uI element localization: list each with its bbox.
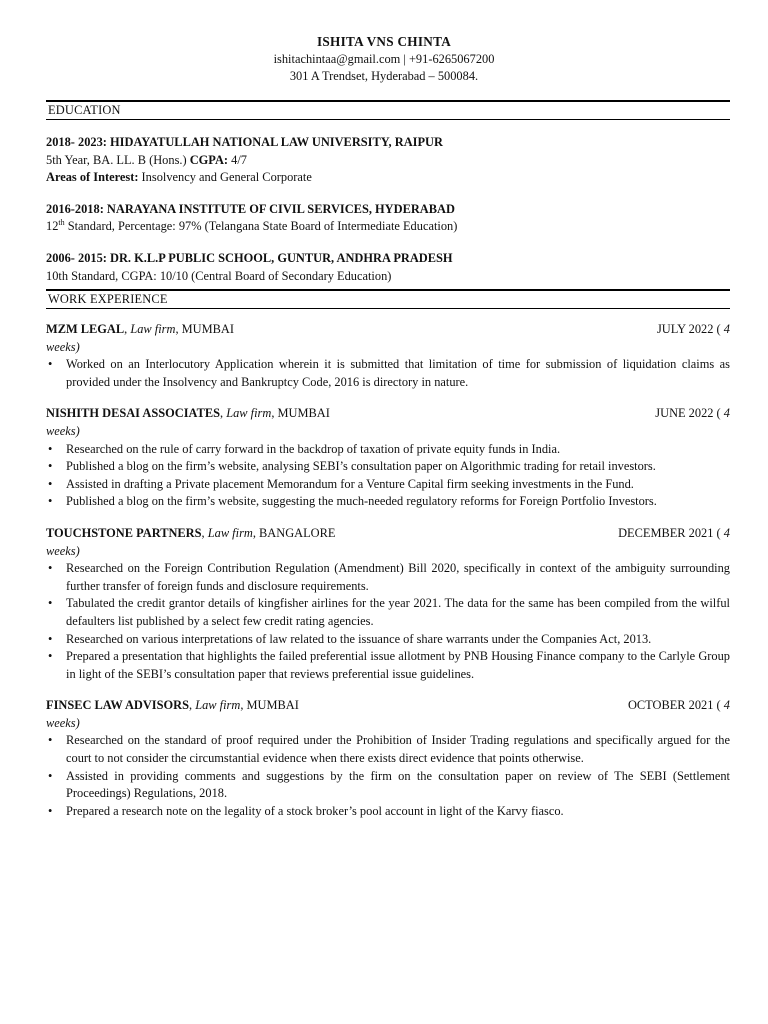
standard-number: 12 [46, 219, 59, 234]
job-entry [46, 405, 730, 511]
duration-unit-text: weeks [46, 423, 76, 438]
job-date-text: JULY 2022 ( [656, 322, 721, 336]
job-header [46, 405, 730, 423]
interests-value: Insolvency and General Corporate [138, 170, 312, 185]
job-duration-number: 4 [723, 525, 730, 540]
education-title [46, 250, 730, 268]
job-header [46, 697, 730, 715]
duration-unit-text: weeks [46, 715, 76, 730]
address-line: 301 A Trendset, Hyderabad – 500084. [289, 69, 479, 83]
job-date [618, 525, 730, 543]
firm-name: FINSEC LAW ADVISORS [46, 698, 189, 713]
education-detail [46, 152, 730, 170]
firm-type: Law firm [195, 698, 241, 713]
job-entry [46, 697, 730, 820]
firm-name: TOUCHSTONE PARTNERS [46, 525, 202, 540]
job-bullet: • Researched on the Foreign Contribution Regulation (Amendment) Bill 2020, specifically in context of the ambiguity surrounding further transfer of foreign funds and disclosure requirements. [46, 560, 730, 595]
cgpa-value: 4/7 [228, 152, 247, 167]
job-date [655, 405, 730, 423]
education-institution: : NARAYANA INSTITUTE OF CIVIL SERVICES, HYDERABAD [99, 201, 455, 216]
job-entry [46, 525, 730, 683]
job-bullet: • Worked on an Interlocutory Application wherein it is submitted that limitation of time for submission of liquidation claims as provided under the Insolvency and Bankruptcy Code, 2016 is directory in nature. [46, 356, 730, 391]
job-duration-unit: weeks) [46, 715, 80, 730]
firm-city: MUMBAI [181, 322, 234, 336]
job-bullet: • Assisted in drafting a Private placement Memorandum for a Venture Capital firm seeking investments in the Fund. [46, 476, 730, 494]
education-years: 2006- 2015: [46, 250, 107, 265]
job-bullet: • Researched on various interpretations of law related to the issuance of share warrants under the Companies Act, 2013. [46, 631, 730, 649]
job-title-line: TOUCHSTONE PARTNERS, Law firm, BANGALORE [46, 525, 336, 540]
job-header [46, 321, 730, 339]
firm-type: Law firm [226, 406, 272, 421]
education-entry [46, 250, 730, 285]
education-entry [46, 134, 730, 187]
job-bullets [46, 732, 730, 820]
firm-city: MUMBAI [246, 698, 299, 713]
job-bullet: • Researched on the rule of carry forward in the backdrop of taxation of private equity funds in India. [46, 441, 730, 459]
job-bullets [46, 356, 730, 391]
education-title [46, 134, 730, 152]
job-bullets [46, 560, 730, 683]
job-bullet: • Assisted in providing comments and suggestions by the firm on the consultation paper on review of The SEBI (Settlement Proceedings) Regulations, 2018. [46, 768, 730, 803]
education-title [46, 201, 730, 219]
job-duration-number: 4 [723, 322, 730, 336]
job-title-line: MZM LEGAL, Law firm, MUMBAI [46, 322, 234, 336]
education-institution: HIDAYATULLAH NATIONAL LAW UNIVERSITY, RAIPUR [110, 135, 443, 149]
education-years: 2018- 2023: [46, 135, 107, 149]
firm-name: NISHITH DESAI ASSOCIATES [46, 406, 220, 421]
duration-unit-text: weeks [46, 339, 76, 354]
firm-name: MZM LEGAL [46, 322, 125, 336]
job-bullets [46, 441, 730, 511]
resume-header [0, 33, 768, 85]
job-list [46, 321, 730, 820]
job-date-text: DECEMBER 2021 ( [618, 525, 721, 540]
work-heading: WORK EXPERIENCE [46, 289, 730, 309]
education-detail: 10th Standard, CGPA: 10/10 (Central Board of Secondary Education) [46, 268, 392, 283]
job-header [46, 525, 730, 543]
job-entry [46, 321, 730, 391]
job-duration-unit: weeks) [46, 543, 80, 558]
education-institution: DR. K.L.P PUBLIC SCHOOL, GUNTUR, ANDHRA PRADESH [110, 250, 453, 265]
job-title-line: FINSEC LAW ADVISORS, Law firm, MUMBAI [46, 698, 299, 713]
job-bullet: • Tabulated the credit grantor details of kingfisher airlines for the year 2021. The data for the same has been compiled from the wilful defaulters list published by a select few credit rating agencies. [46, 595, 730, 630]
job-title-line: NISHITH DESAI ASSOCIATES, Law firm, MUMBAI [46, 406, 330, 421]
standard-text: Standard, Percentage: 97% (Telangana State Board of Intermediate Education) [64, 219, 458, 234]
job-date [657, 321, 730, 339]
job-date [628, 697, 730, 715]
job-duration-unit: weeks) [46, 339, 80, 354]
duration-unit-text: weeks [46, 543, 76, 558]
firm-type: Law firm [130, 322, 176, 336]
firm-city: MUMBAI [277, 406, 330, 421]
work-section [46, 289, 730, 820]
education-heading: EDUCATION [46, 100, 730, 120]
firm-city: BANGALORE [259, 525, 336, 540]
degree-text: 5th Year, BA. LL. B (Hons.) [46, 152, 190, 167]
job-bullet: • Researched on the standard of proof required under the Prohibition of Insider Trading regulations and specifically argued for the court to not consider the circumstantial evidence when there exists direct evidence that points otherwise. [46, 732, 730, 767]
education-years: 2016-2018 [46, 201, 100, 216]
cgpa-label: CGPA: [189, 152, 229, 167]
job-bullet: • Prepared a research note on the legality of a stock broker’s pool account in light of the Karvy fiasco. [46, 803, 730, 821]
job-bullet: • Published a blog on the firm’s website, analysing SEBI’s consultation paper on Algorithmic trading for retail investors. [46, 458, 730, 476]
firm-type: Law firm [207, 525, 253, 540]
education-entry [46, 201, 730, 236]
job-duration-unit: weeks) [46, 423, 80, 438]
job-duration-number: 4 [723, 698, 730, 713]
education-detail [46, 169, 730, 187]
candidate-name: ISHITA VNS CHINTA [316, 34, 452, 49]
interests-label: Areas of Interest: [46, 170, 139, 185]
education-section [46, 100, 730, 285]
contact-line: ishitachintaa@gmail.com | +91-6265067200 [273, 52, 495, 66]
job-date-text: OCTOBER 2021 ( [627, 698, 721, 713]
job-date-text: JUNE 2022 ( [655, 406, 721, 421]
job-bullet: • Prepared a presentation that highlights the failed preferential issue allotment by PNB Housing Finance company to the Carlyle Group in light of the SEBI’s consultation paper that reviews preferential issue guidelines. [46, 648, 730, 683]
education-detail [46, 218, 730, 236]
job-duration-number: 4 [723, 406, 730, 421]
ordinal-suffix: th [58, 218, 65, 228]
job-bullet: • Published a blog on the firm’s website, suggesting the much-needed regulatory reforms for Foreign Portfolio Investors. [46, 493, 730, 511]
